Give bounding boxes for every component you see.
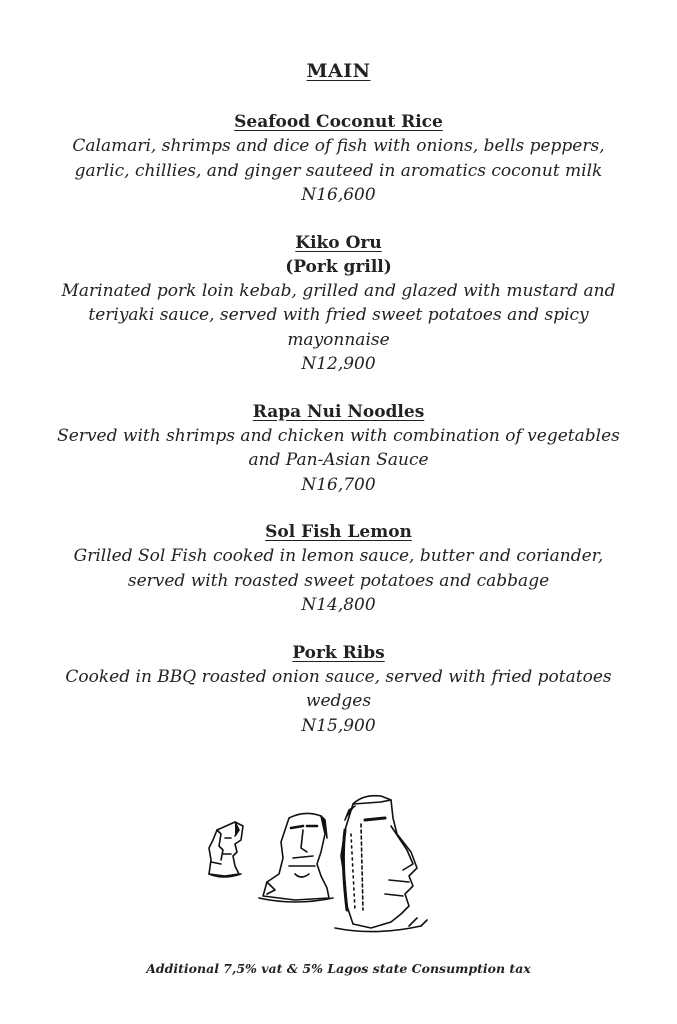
item-name: Seafood Coconut Rice <box>234 112 443 132</box>
item-description-line: Cooked in BBQ roasted onion sauce, served with fried potatoes <box>65 666 612 687</box>
item-description-line: served with roasted sweet potatoes and cabbage <box>127 570 550 591</box>
menu-item <box>20 231 657 377</box>
menu-item <box>20 400 657 498</box>
item-description-line: Marinated pork loin kebab, grilled and glazed with mustard and <box>61 280 616 301</box>
item-description-line: and Pan-Asian Sauce <box>248 450 429 470</box>
item-description-line: wedges <box>305 691 372 711</box>
item-price: N15,900 <box>301 715 376 736</box>
item-name: Sol Fish Lemon <box>265 522 412 542</box>
item-name: Kiko Oru <box>295 232 382 253</box>
item-description-line: Grilled Sol Fish cooked in lemon sauce, butter and coriander, <box>73 546 604 566</box>
item-description-line: Served with shrimps and chicken with combination of vegetables <box>57 425 620 446</box>
menu-item <box>20 110 657 208</box>
item-description-line: mayonnaise <box>287 329 390 350</box>
item-description-line: teriyaki sauce, served with fried sweet potatoes and spicy <box>88 305 589 325</box>
tax-note: Additional 7,5% vat & 5% Lagos state Consumption tax <box>146 961 531 976</box>
item-name: Rapa Nui Noodles <box>252 401 425 422</box>
moai-illustration <box>195 790 455 940</box>
menu-item <box>20 641 657 739</box>
item-subtitle: (Pork grill) <box>285 256 392 277</box>
moai-medium-icon <box>259 813 333 902</box>
moai-small-icon <box>209 822 243 877</box>
moai-large-icon <box>335 796 427 932</box>
item-price: N12,900 <box>301 354 376 374</box>
item-name: Pork Ribs <box>292 642 385 663</box>
menu-item <box>20 520 657 618</box>
item-price: N16,700 <box>301 474 376 495</box>
item-description-line: Calamari, shrimps and dice of fish with onions, bells peppers, <box>72 136 605 156</box>
item-description-line: garlic, chillies, and ginger sauteed in aromatics coconut milk <box>74 160 603 181</box>
menu-list <box>20 110 657 761</box>
item-price: N14,800 <box>301 595 376 615</box>
section-title: MAIN <box>306 60 371 82</box>
item-price: N16,600 <box>301 185 376 205</box>
